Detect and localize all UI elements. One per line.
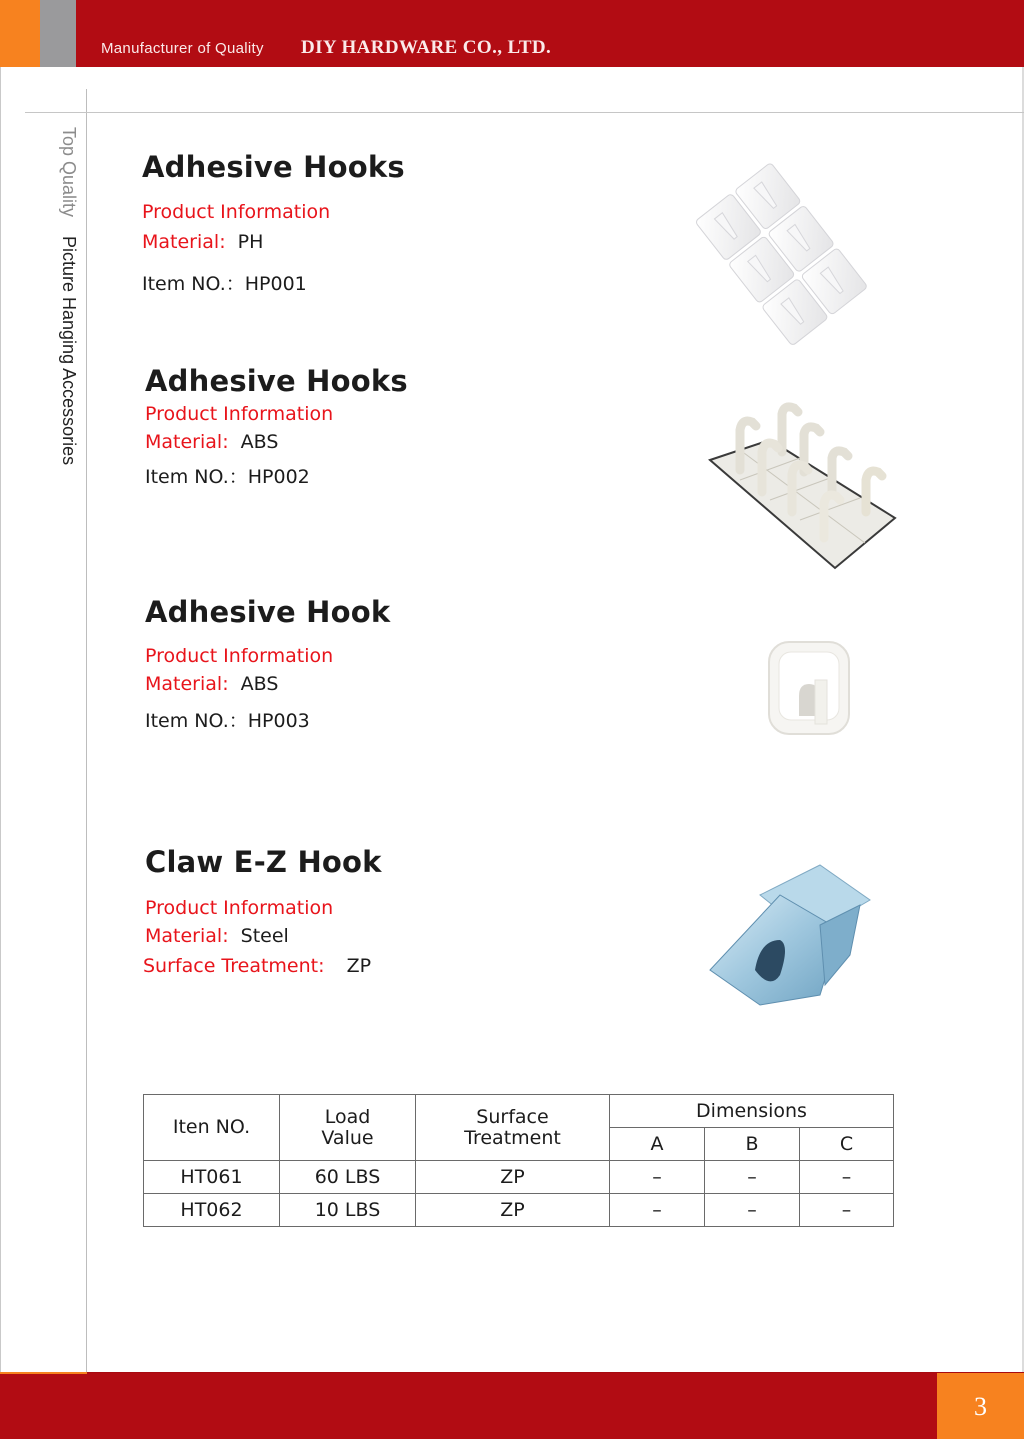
single-adhesive-hook-image bbox=[765, 638, 855, 738]
product-title: Adhesive Hook bbox=[145, 595, 391, 629]
product-claw-ez-hook bbox=[145, 845, 382, 977]
material-label: Material: bbox=[145, 925, 229, 947]
surface-label: Surface Treatment: bbox=[143, 955, 325, 977]
cell-dim-c: – bbox=[800, 1194, 894, 1227]
col-header-surface: Surface Treatment bbox=[416, 1095, 610, 1161]
cell-item: HT061 bbox=[144, 1161, 280, 1194]
side-category-label bbox=[58, 127, 79, 465]
col-header-load: Load Value bbox=[280, 1095, 416, 1161]
material-value: ABS bbox=[240, 431, 279, 453]
cell-load: 10 LBS bbox=[280, 1194, 416, 1227]
col-header-dim-b: B bbox=[705, 1128, 800, 1161]
header-tagline: Manufacturer of Quality bbox=[101, 40, 264, 57]
material-label: Material: bbox=[145, 431, 229, 453]
item-number: HP001 bbox=[244, 273, 307, 295]
cell-item: HT062 bbox=[144, 1194, 280, 1227]
product-hp002 bbox=[145, 364, 408, 489]
product-info-label: Product Information bbox=[145, 403, 334, 425]
item-label: Item NO.： bbox=[145, 710, 248, 732]
cell-surface: ZP bbox=[416, 1194, 610, 1227]
product-hp001 bbox=[142, 150, 405, 296]
item-row bbox=[145, 462, 408, 489]
item-label: Item NO.： bbox=[142, 273, 245, 295]
cell-dim-a: – bbox=[610, 1161, 705, 1194]
cell-surface: ZP bbox=[416, 1161, 610, 1194]
side-label-primary: Top Quality bbox=[59, 127, 79, 218]
adhesive-hooks-8-image bbox=[700, 400, 900, 570]
material-row bbox=[145, 925, 382, 947]
material-value: ABS bbox=[240, 673, 279, 695]
material-row bbox=[142, 231, 405, 253]
adhesive-hooks-sheet-image bbox=[692, 160, 872, 350]
header-horizontal-rule bbox=[25, 112, 1024, 113]
product-info-label: Product Information bbox=[142, 201, 331, 223]
item-row bbox=[142, 269, 405, 296]
item-row bbox=[145, 706, 390, 733]
page-footer bbox=[0, 1372, 1024, 1439]
frame-left-line bbox=[0, 67, 1, 1372]
cell-dim-a: – bbox=[610, 1194, 705, 1227]
company-name: DIY HARDWARE CO., LTD. bbox=[301, 37, 552, 58]
side-label-secondary: Picture Hanging Accessories bbox=[59, 236, 79, 466]
surface-row bbox=[143, 955, 382, 977]
product-info-label: Product Information bbox=[145, 897, 334, 919]
header-gray-block bbox=[40, 0, 76, 67]
product-title: Adhesive Hooks bbox=[145, 364, 408, 398]
col-header-item: Iten NO. bbox=[144, 1095, 280, 1161]
cell-dim-b: – bbox=[705, 1194, 800, 1227]
product-hp003 bbox=[145, 595, 390, 733]
product-title: Claw E-Z Hook bbox=[145, 845, 382, 879]
footer-orange-strip bbox=[0, 1372, 87, 1374]
table-header-row bbox=[144, 1095, 894, 1128]
material-label: Material: bbox=[145, 673, 229, 695]
material-value: Steel bbox=[240, 925, 289, 947]
surface-value: ZP bbox=[346, 955, 372, 977]
page-number: 3 bbox=[974, 1392, 987, 1421]
material-value: PH bbox=[237, 231, 264, 253]
claw-ez-hook-image bbox=[700, 855, 880, 1015]
item-number: HP003 bbox=[247, 710, 310, 732]
margin-vertical-rule bbox=[86, 89, 87, 1372]
col-header-dim-c: C bbox=[800, 1128, 894, 1161]
product-info-label: Product Information bbox=[145, 645, 334, 667]
table-row bbox=[144, 1194, 894, 1227]
header-orange-block bbox=[0, 0, 40, 67]
page-header bbox=[0, 0, 1024, 67]
cell-dim-c: – bbox=[800, 1161, 894, 1194]
col-header-dim-a: A bbox=[610, 1128, 705, 1161]
material-row bbox=[145, 431, 408, 453]
material-row bbox=[145, 673, 390, 695]
item-label: Item NO.： bbox=[145, 466, 248, 488]
col-header-dimensions: Dimensions bbox=[610, 1095, 894, 1128]
cell-load: 60 LBS bbox=[280, 1161, 416, 1194]
table-row bbox=[144, 1161, 894, 1194]
item-number: HP002 bbox=[247, 466, 310, 488]
cell-dim-b: – bbox=[705, 1161, 800, 1194]
product-title: Adhesive Hooks bbox=[142, 150, 405, 184]
material-label: Material: bbox=[142, 231, 226, 253]
spec-table bbox=[143, 1094, 894, 1227]
